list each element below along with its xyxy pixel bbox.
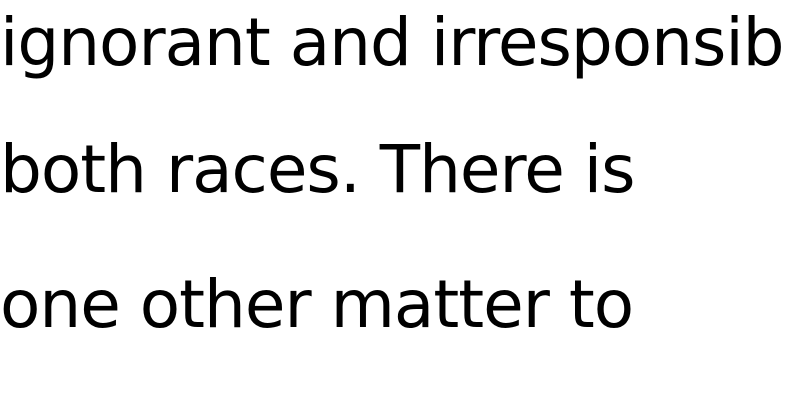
text-line-1: ignorant and irresponsib (0, 4, 784, 81)
text-line-3: one other matter to (0, 266, 634, 343)
text-line-2: both races. There is (0, 131, 635, 208)
